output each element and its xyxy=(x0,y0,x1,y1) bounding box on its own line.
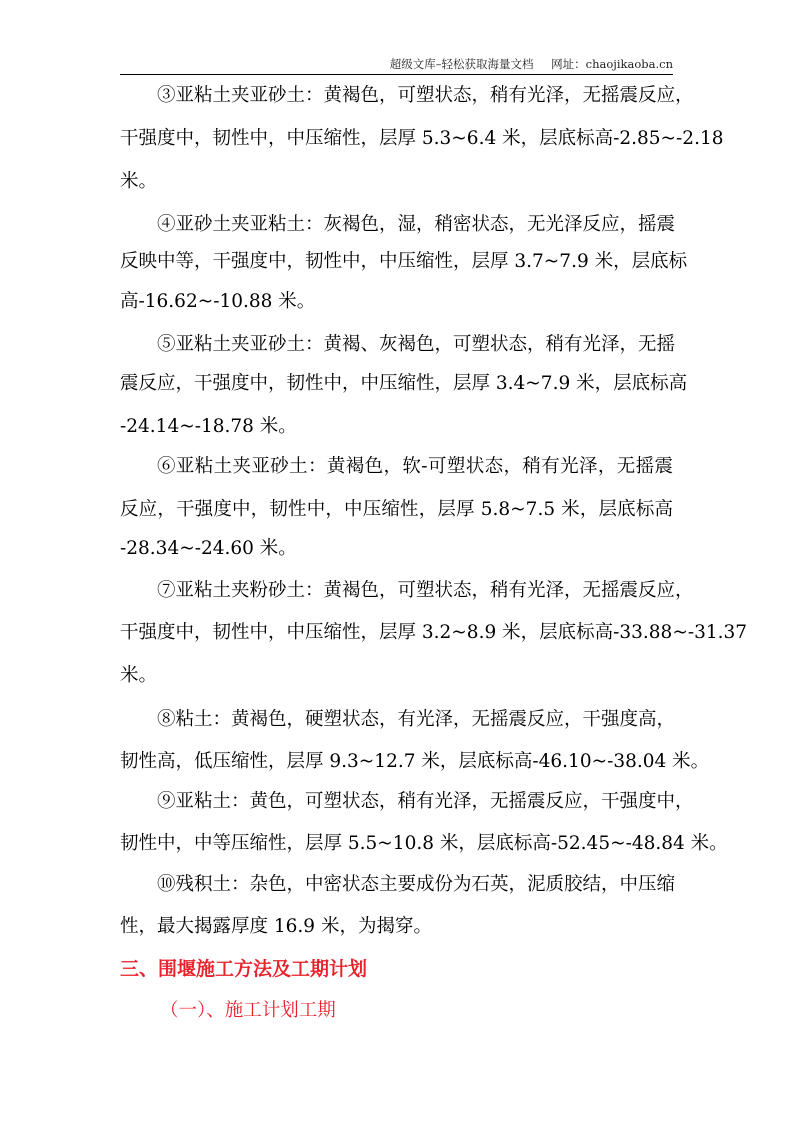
paragraph-line: ④亚砂土夹亚粘土：灰褐色，湿，稍密状态，无光泽反应，摇震 xyxy=(157,214,676,235)
paragraph-line: 米。 xyxy=(120,171,158,192)
paragraph-line: ③亚粘土夹亚砂土：黄褐色，可塑状态，稍有光泽，无摇震反应， xyxy=(157,85,694,106)
paragraph-line: 干强度中，韧性中，中压缩性，层厚 3.2~8.9 米，层底标高-33.88~-31.37 xyxy=(120,622,748,643)
paragraph-line: -24.14~-18.78 米。 xyxy=(120,416,297,437)
paragraph-line: 反应，干强度中，韧性中，中压缩性，层厚 5.8~7.5 米，层底标高 xyxy=(120,499,673,520)
paragraph-line: ⑥亚粘土夹亚砂土：黄褐色，软-可塑状态，稍有光泽，无摇震 xyxy=(157,456,673,477)
paragraph-line: 韧性高，低压缩性，层厚 9.3~12.7 米，层底标高-46.10~-38.04 米。 xyxy=(120,751,710,772)
paragraph-line: 韧性中，中等压缩性，层厚 5.5~10.8 米，层底标高-52.45~-48.84 米。 xyxy=(120,833,728,854)
paragraph-line: 反映中等，干强度中，韧性中，中压缩性，层厚 3.7~7.9 米，层底标 xyxy=(120,251,688,272)
paragraph-line: ⑩残积土：杂色，中密状态主要成份为石英，泥质胶结，中压缩 xyxy=(157,874,676,895)
paragraph-line: 米。 xyxy=(120,665,158,686)
paragraph-line: 震反应，干强度中，韧性中，中压缩性，层厚 3.4~7.9 米，层底标高 xyxy=(120,373,688,394)
subsection-heading: （一）、施工计划工期 xyxy=(160,1000,336,1021)
header-site: 超级文库–轻松获取海量文档 xyxy=(389,57,534,71)
paragraph-line: ⑧粘土：黄褐色，硬塑状态，有光泽，无摇震反应，干强度高， xyxy=(157,709,676,730)
paragraph-line: ⑨亚粘土：黄色，可塑状态，稍有光泽，无摇震反应，干强度中， xyxy=(157,791,694,812)
paragraph-line: 干强度中，韧性中，中压缩性，层厚 5.3~6.4 米，层底标高-2.85~-2.18 xyxy=(120,128,724,149)
section-heading: 三、围堰施工方法及工期计划 xyxy=(120,958,368,980)
paragraph-line: 高-16.62~-10.88 米。 xyxy=(120,291,316,312)
paragraph-line: ⑦亚粘土夹粉砂土：黄褐色，可塑状态，稍有光泽，无摇震反应， xyxy=(157,580,694,601)
paragraph-line: -28.34~-24.60 米。 xyxy=(120,538,297,559)
page-header xyxy=(120,56,673,75)
header-url: 网址：chaojikaoba.cn xyxy=(551,57,673,71)
paragraph-line: 性，最大揭露厚度 16.9 米，为揭穿。 xyxy=(120,916,432,937)
paragraph-line: ⑤亚粘土夹亚砂土：黄褐、灰褐色，可塑状态，稍有光泽，无摇 xyxy=(157,334,676,355)
